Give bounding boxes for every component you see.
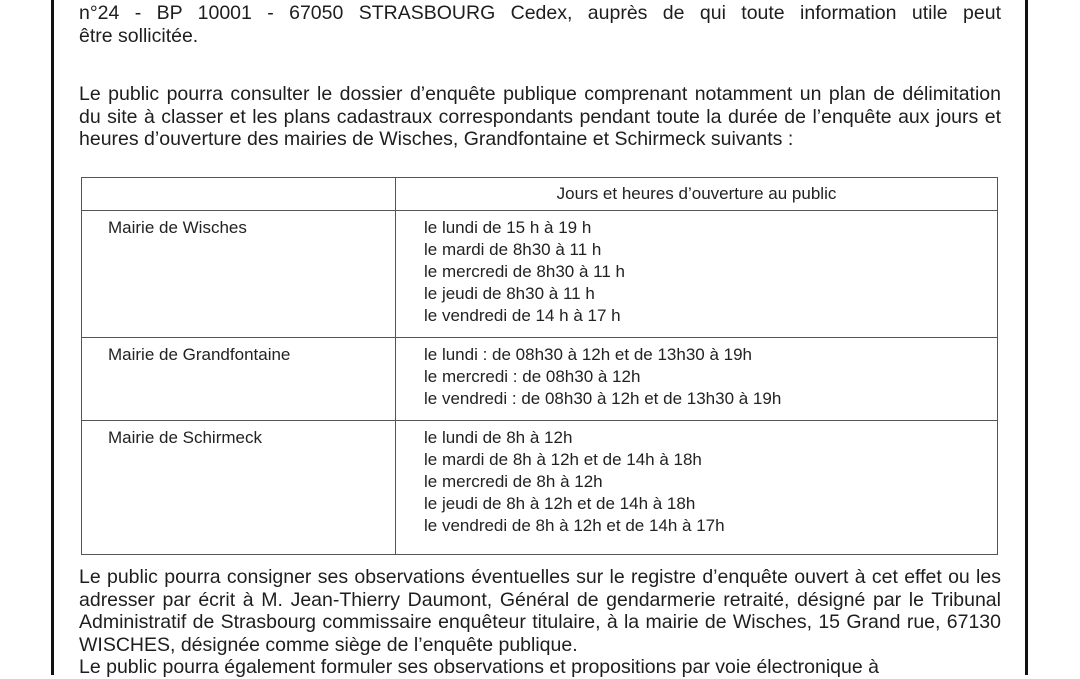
mairie-name: Mairie de Schirmeck: [82, 421, 396, 555]
table-row: [82, 338, 998, 421]
opening-hours: [396, 338, 998, 421]
consultation-paragraph: Le public pourra consulter le dossier d’enquête publique comprenant notamment un plan de délimitation du site à classer et les plans cadastraux correspondants pendant toute la durée de l’enquête aux jours et heures d’ouverture des mairies de Wisches, Grandfontaine et Schirmeck suivants :: [79, 83, 1001, 150]
opening-hours: [396, 421, 998, 555]
hours-line: le vendredi de 14 h à 17 h: [424, 306, 621, 325]
hours-line: le mercredi de 8h30 à 11 h: [424, 262, 625, 281]
table-row: [82, 421, 998, 555]
hours-line: le mardi de 8h30 à 11 h: [424, 240, 602, 259]
hours-line: le vendredi de 8h à 12h et de 14h à 17h: [424, 516, 725, 535]
hours-line: le vendredi : de 08h30 à 12h et de 13h30 à 19h: [424, 389, 782, 408]
opening-hours: [396, 211, 998, 338]
hours-line: le lundi : de 08h30 à 12h et de 13h30 à 19h: [424, 345, 753, 364]
mairie-name: Mairie de Wisches: [82, 211, 396, 338]
page-border-left: [51, 0, 54, 675]
hours-line: le mardi de 8h à 12h et de 14h à 18h: [424, 450, 702, 469]
hours-line: le mercredi de 8h à 12h: [424, 472, 603, 491]
contact-line-1: n°24 - BP 10001 - 67050 STRASBOURG Cedex, auprès de qui toute information utile peut: [79, 2, 1001, 24]
page-border-right: [1025, 0, 1028, 675]
header-hours-cell: Jours et heures d’ouverture au public: [396, 178, 998, 211]
hours-line: le mercredi : de 08h30 à 12h: [424, 367, 641, 386]
table-header-row: [82, 178, 998, 211]
opening-hours-table: [81, 177, 998, 555]
table-row: [82, 211, 998, 338]
header-mairie-cell: [82, 178, 396, 211]
mairie-name: Mairie de Grandfontaine: [82, 338, 396, 421]
contact-line-2: être sollicitée.: [79, 24, 199, 47]
contact-paragraph: [79, 2, 1001, 47]
hours-line: le jeudi de 8h30 à 11 h: [424, 284, 595, 303]
hours-line: le lundi de 8h à 12h: [424, 428, 573, 447]
observations-paragraph: Le public pourra consigner ses observations éventuelles sur le registre d’enquête ouvert à cet effet ou les adresser par écrit à M. Jean-Thierry Daumont, Général de gendarmerie retraité, désigné par le Tribunal Administratif de Strasbourg commissaire enquêteur titulaire, à la mairie de Wisches, 15 Grand rue, 67130 WISCHES, désignée comme siège de l’enquête publique.: [79, 566, 1001, 656]
electronic-observations-line: Le public pourra également formuler ses observations et propositions par voie électronique à: [79, 656, 879, 678]
hours-line: le jeudi de 8h à 12h et de 14h à 18h: [424, 494, 696, 513]
hours-line: le lundi de 15 h à 19 h: [424, 218, 592, 237]
